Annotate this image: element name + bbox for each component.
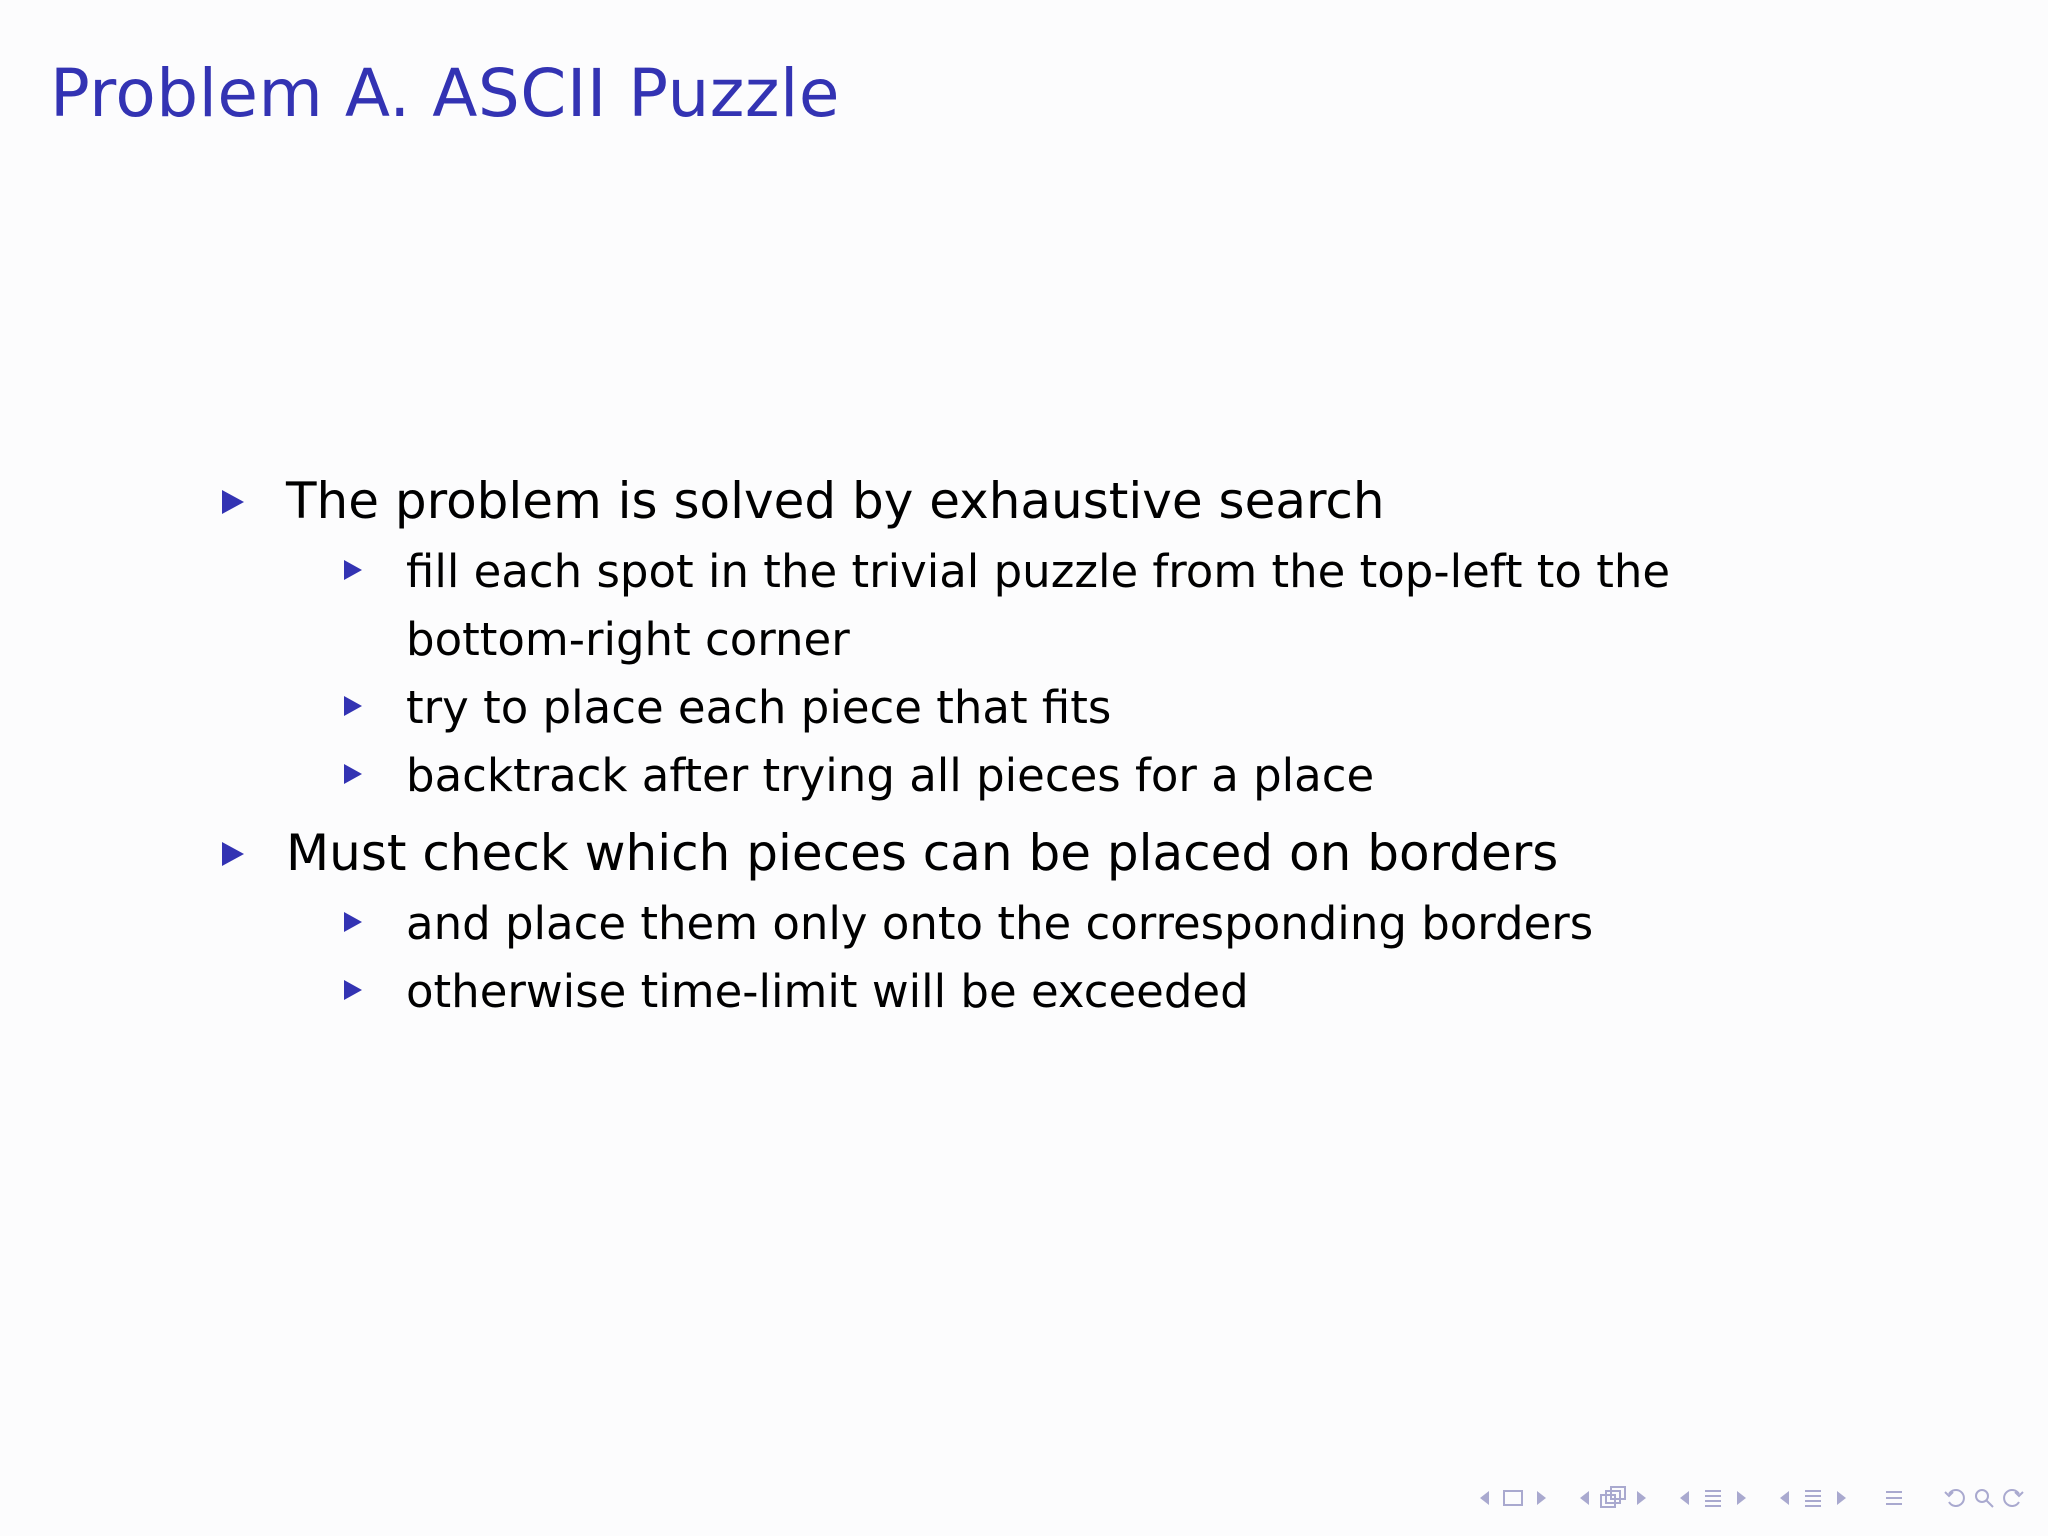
list-item-text: Must check which pieces can be placed on borders: [286, 824, 1559, 882]
sublist-item-text: try to place each piece that fits: [406, 681, 1112, 734]
next-frame-arrow-icon[interactable]: [1537, 1491, 1546, 1505]
align-icon[interactable]: [1880, 1484, 1908, 1512]
subsection-nav-icon[interactable]: [1699, 1484, 1727, 1512]
bullet-triangle-icon: [344, 980, 362, 1000]
slide-content: [222, 468, 1822, 1026]
sublist-item: [344, 958, 1846, 1026]
bullet-triangle-icon: [344, 764, 362, 784]
list-item-text: The problem is solved by exhaustive search: [286, 472, 1385, 530]
previous-frame-arrow-icon[interactable]: [1480, 1491, 1489, 1505]
search-nav: [1942, 1484, 2026, 1512]
sublist-item-text: fill each spot in the trivial puzzle from the top-left to the bottom-right corner: [406, 545, 1671, 666]
align-nav: [1880, 1484, 1908, 1512]
section-nav-icon[interactable]: [1599, 1484, 1627, 1512]
list-item: [222, 820, 1822, 1026]
sublist-item-text: backtrack after trying all pieces for a place: [406, 749, 1375, 802]
slide-title: Problem A. ASCII Puzzle: [50, 55, 840, 132]
beamer-navigation-bar: [1446, 1478, 2026, 1518]
section-nav: [1780, 1484, 1846, 1512]
bullet-triangle-icon: [222, 490, 244, 514]
frame-nav: [1480, 1484, 1546, 1512]
sublist-item: [344, 538, 1846, 674]
forward-icon[interactable]: [1998, 1484, 2026, 1512]
list-item: [222, 468, 1822, 810]
sublist-item: [344, 674, 1846, 742]
sublist-item: [344, 742, 1846, 810]
back-icon[interactable]: [1942, 1484, 1970, 1512]
previous-subsection-arrow-icon[interactable]: [1680, 1491, 1689, 1505]
sublist-item: [344, 890, 1846, 958]
previous-section-arrow-icon[interactable]: [1780, 1491, 1789, 1505]
sublist: [344, 538, 1822, 810]
next-slide-group-arrow-icon[interactable]: [1637, 1491, 1646, 1505]
search-icon[interactable]: [1970, 1484, 1998, 1512]
frame-nav-icon[interactable]: [1499, 1484, 1527, 1512]
bullet-triangle-icon: [222, 842, 244, 866]
bullet-triangle-icon: [344, 560, 362, 580]
slide-nav-icon[interactable]: [1799, 1484, 1827, 1512]
sublist: [344, 890, 1822, 1026]
subsection-frames-nav: [1580, 1484, 1646, 1512]
previous-slide-group-arrow-icon[interactable]: [1580, 1491, 1589, 1505]
subsection-nav: [1680, 1484, 1746, 1512]
bullet-triangle-icon: [344, 696, 362, 716]
next-section-arrow-icon[interactable]: [1837, 1491, 1846, 1505]
sublist-item-text: otherwise time-limit will be exceeded: [406, 965, 1249, 1018]
next-subsection-arrow-icon[interactable]: [1737, 1491, 1746, 1505]
sublist-item-text: and place them only onto the corresponding borders: [406, 897, 1594, 950]
bullet-triangle-icon: [344, 912, 362, 932]
